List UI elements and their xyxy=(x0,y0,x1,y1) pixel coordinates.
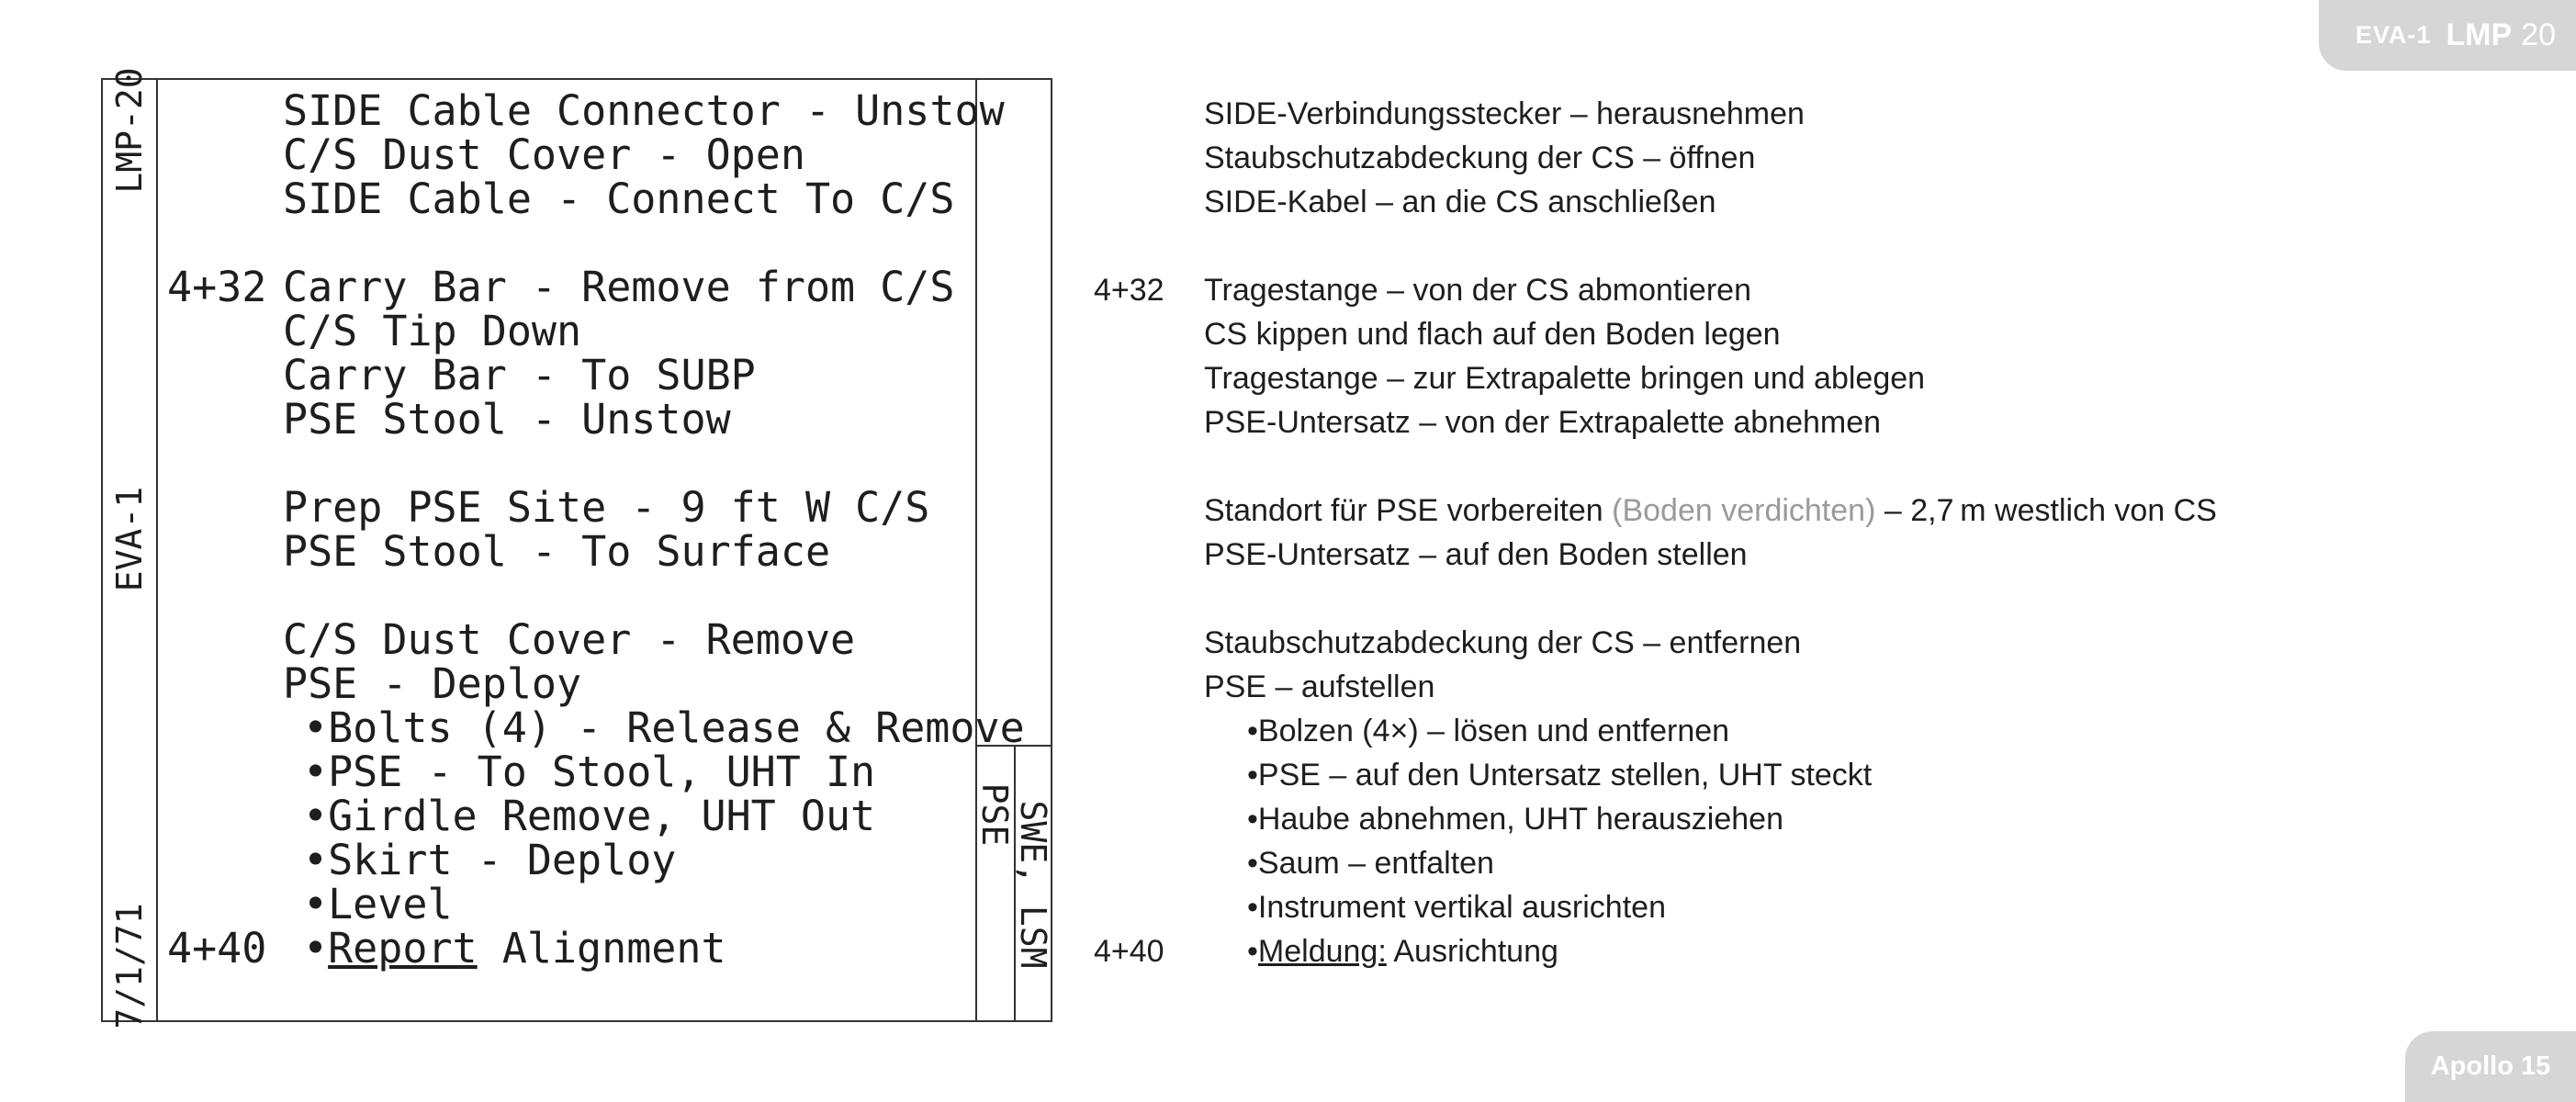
bullet: • xyxy=(1247,934,1258,969)
side-column-divider xyxy=(156,80,158,1020)
side-label-date: 7/1/71 xyxy=(109,903,150,1029)
bullet: • xyxy=(303,924,329,973)
checklist-line: C/S Dust Cover - Remove xyxy=(283,615,856,664)
checklist-line: PSE Stool - To Surface xyxy=(283,527,831,576)
eva-label: EVA-1 xyxy=(2355,21,2432,49)
translation-line xyxy=(1204,495,2217,526)
translation-line: Tragestange – von der CS abmontieren xyxy=(1204,273,1751,308)
checklist-subitem: •Girdle Remove, UHT Out xyxy=(303,792,876,840)
translation-time: 4+40 xyxy=(1094,934,1164,969)
translation-subitem: •Saum – entfalten xyxy=(1247,846,1494,881)
translation-line: PSE-Untersatz – auf den Boden stellen xyxy=(1204,537,1748,572)
checklist-time: 4+40 xyxy=(167,924,267,973)
translation-subitem xyxy=(1247,936,1558,967)
checklist-subitem xyxy=(303,924,726,973)
translation-time: 4+32 xyxy=(1094,273,1164,308)
translation-note: (Boden verdichten) xyxy=(1612,493,1876,528)
translation-line: SIDE-Kabel – an die CS anschließen xyxy=(1204,185,1716,219)
checklist-line: C/S Tip Down xyxy=(283,307,582,355)
right-label-pse: PSE xyxy=(974,782,1015,847)
translation-subitem: •Instrument vertikal ausrichten xyxy=(1247,890,1666,925)
role-label: LMP xyxy=(2446,17,2513,52)
translation-subitem: •Haube abnehmen, UHT herausziehen xyxy=(1247,802,1783,837)
checklist-subitem: •Level xyxy=(303,880,453,928)
report-rest: Alignment xyxy=(477,924,726,973)
meldung-keyword: Meldung: xyxy=(1257,934,1387,969)
side-label-top: LMP-20 xyxy=(109,67,150,194)
page-header-tab xyxy=(2319,0,2576,71)
translation-line: Tragestange – zur Extrapalette bringen und ablegen xyxy=(1204,361,1926,396)
side-label-middle: EVA-1 xyxy=(109,486,150,592)
checklist-subitem: •Bolts (4) - Release & Remove xyxy=(303,703,1025,752)
meldung-rest: Ausrichtung xyxy=(1386,934,1558,969)
checklist-line: SIDE Cable Connector - Unstow xyxy=(283,86,1005,135)
checklist-line: Prep PSE Site - 9 ft W C/S xyxy=(283,483,930,532)
checklist-line: Carry Bar - Remove from C/S xyxy=(283,263,955,311)
translation-text-after: – 2,7 m westlich von CS xyxy=(1875,493,2217,528)
translation-line: Staubschutzabdeckung der CS – öffnen xyxy=(1204,141,1756,175)
translation-subitem: •PSE – auf den Untersatz stellen, UHT steckt xyxy=(1247,758,1873,793)
checklist-line: C/S Dust Cover - Open xyxy=(283,130,805,179)
translation-subitem: •Bolzen (4×) – lösen und entfernen xyxy=(1247,714,1730,748)
checklist-time: 4+32 xyxy=(167,263,267,311)
checklist-line: PSE - Deploy xyxy=(283,659,582,708)
translation-line: SIDE-Verbindungsstecker – herausnehmen xyxy=(1204,96,1805,131)
checklist-subitem: •PSE - To Stool, UHT In xyxy=(303,748,876,796)
page-number: 20 xyxy=(2521,17,2556,52)
mission-footer-tab: Apollo 15 xyxy=(2405,1031,2576,1102)
report-keyword: Report xyxy=(328,924,478,973)
checklist-line: PSE Stool - Unstow xyxy=(283,395,731,444)
checklist-line: SIDE Cable - Connect To C/S xyxy=(283,174,955,223)
checklist-subitem: •Skirt - Deploy xyxy=(303,836,677,884)
translation-line: PSE-Untersatz – von der Extrapalette abnehmen xyxy=(1204,405,1882,440)
checklist-line: Carry Bar - To SUBP xyxy=(283,351,756,399)
right-label-swe-lsm: SWE, LSM xyxy=(1013,800,1053,969)
right-column-divider xyxy=(975,80,977,1020)
translation-line: Staubschutzabdeckung der CS – entfernen xyxy=(1204,625,1802,660)
translation-line: PSE – aufstellen xyxy=(1204,669,1435,704)
translation-text: Standort für PSE vorbereiten xyxy=(1204,493,1613,528)
translation-line: CS kippen und flach auf den Boden legen xyxy=(1204,317,1781,352)
